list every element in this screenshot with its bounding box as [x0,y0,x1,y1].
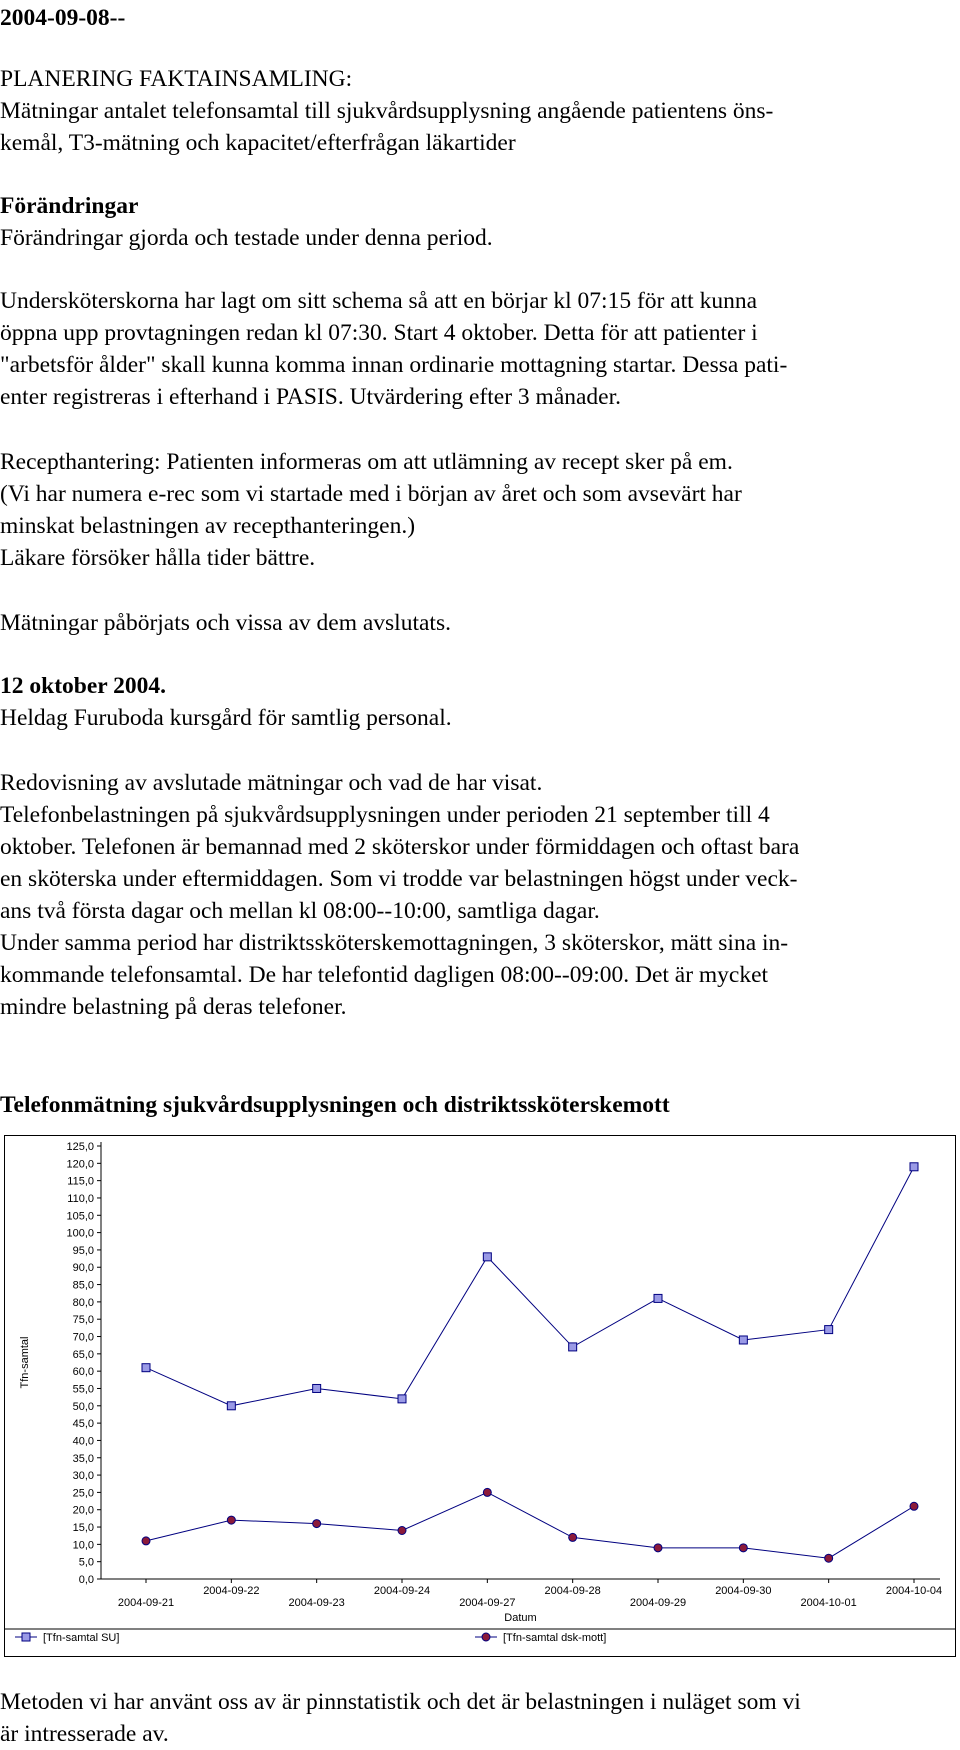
y-axis-title: Tfn-samtal [19,1336,31,1389]
planning-line: kemål, T3-mätning och kapacitet/efterfrågan läkartider [0,130,516,156]
report-line: kommande telefonsamtal. De har telefontid dagligen 08:00--09:00. Det är mycket [0,962,769,988]
data-point [569,1343,577,1351]
x-tick-label: 2004-09-30 [715,1585,772,1597]
schedule-line: Undersköterskorna har lagt om sitt schema så att en börjar kl 07:15 för att kunna [0,288,758,314]
legend-marker [22,1633,30,1641]
y-tick-label: 105,0 [66,1210,94,1223]
y-tick-label: 85,0 [72,1279,94,1292]
changes-intro: Förändringar gjorda och testade under denna period. [0,225,493,251]
y-tick-label: 5,0 [78,1556,94,1569]
prescription-line: minskat belastningen av recepthanteringen.) [0,513,416,539]
x-axis-title: Datum [504,1612,537,1624]
schedule-line: "arbetsför ålder" skall kunna komma innan ordinarie mottagning startar. Dessa pati- [0,352,788,378]
planning-line: Mätningar antalet telefonsamtal till sjukvårdsupplysning angående patientens öns- [0,98,774,124]
y-tick-label: 45,0 [72,1418,94,1431]
data-point [654,1294,662,1302]
y-tick-label: 15,0 [72,1522,94,1535]
footer-line: är intresserade av. [0,1721,169,1747]
y-tick-label: 95,0 [72,1244,94,1257]
y-tick-label: 30,0 [72,1470,94,1483]
y-tick-label: 115,0 [67,1175,94,1188]
data-point [142,1537,150,1545]
measurements-line: Mätningar påbörjats och vissa av dem avslutats. [0,610,451,636]
legend-marker [482,1633,490,1641]
prescription-line: (Vi har numera e-rec som vi startade med i början av året och som avsevärt har [0,481,742,507]
y-tick-label: 90,0 [72,1262,94,1275]
data-point [739,1336,747,1344]
data-point [910,1163,918,1171]
y-tick-label: 40,0 [72,1435,94,1448]
event-line: Heldag Furuboda kursgård för samtlig personal. [0,705,452,731]
planning-heading: PLANERING FAKTAINSAMLING: [0,66,353,92]
changes-heading: Förändringar [0,193,139,219]
x-tick-label: 2004-09-29 [629,1597,687,1609]
data-point [910,1502,918,1510]
y-tick-label: 80,0 [72,1296,94,1309]
data-point [569,1533,577,1541]
y-tick-label: 55,0 [72,1383,94,1396]
footer-line: Metoden vi har använt oss av är pinnstatistik och det är belastningen i nuläget som vi [0,1689,801,1715]
y-tick-label: 25,0 [72,1487,94,1500]
legend-label: [Tfn-samtal SU] [43,1632,120,1644]
prescription-line: Recepthantering: Patienten informeras om att utlämning av recept sker på em. [0,449,733,475]
document-date: 2004-09-08-- [0,5,126,31]
y-tick-label: 65,0 [72,1348,94,1361]
data-point [825,1554,833,1562]
y-tick-label: 75,0 [72,1314,94,1327]
data-point [142,1364,150,1372]
data-point [825,1326,833,1334]
report-line: ans två första dagar och mellan kl 08:00--10:00, samtliga dagar. [0,898,600,924]
report-line: en sköterska under eftermiddagen. Som vi trodde var belastningen högst under veck- [0,866,798,892]
data-point [398,1395,406,1403]
y-tick-label: 50,0 [72,1400,94,1413]
data-point [398,1527,406,1535]
x-tick-label: 2004-09-27 [459,1597,516,1609]
x-tick-label: 2004-09-24 [373,1585,431,1597]
series-line [146,1492,914,1558]
x-tick-label: 2004-09-28 [544,1585,601,1597]
y-tick-label: 10,0 [72,1539,94,1552]
data-point [227,1516,235,1524]
data-point [654,1544,662,1552]
y-tick-label: 110,0 [67,1192,94,1205]
x-tick-label: 2004-09-22 [203,1585,260,1597]
x-tick-label: 2004-10-01 [800,1597,857,1609]
y-tick-label: 0,0 [78,1574,94,1586]
report-line: mindre belastning på deras telefoner. [0,994,347,1020]
y-tick-label: 35,0 [72,1452,94,1465]
report-line: oktober. Telefonen är bemannad med 2 sköterskor under förmiddagen och oftast bara [0,834,800,860]
y-tick-label: 20,0 [72,1504,94,1517]
data-point [483,1253,491,1261]
y-tick-label: 100,0 [66,1227,94,1240]
y-tick-label: 70,0 [72,1331,94,1344]
data-point [227,1402,235,1410]
legend-label: [Tfn-samtal dsk-mott] [503,1632,607,1644]
series-line [146,1167,914,1406]
report-line: Under samma period har distriktssköterskemottagningen, 3 sköterskor, mätt sina in- [0,930,789,956]
data-point [483,1488,491,1496]
data-point [313,1384,321,1392]
x-tick-label: 2004-09-23 [288,1597,345,1609]
schedule-line: enter registreras i efterhand i PASIS. Utvärdering efter 3 månader. [0,384,622,410]
chart-canvas [5,1136,955,1656]
x-tick-label: 2004-10-04 [885,1585,943,1597]
event-date: 12 oktober 2004. [0,673,167,699]
data-point [739,1544,747,1552]
report-line: Telefonbelastningen på sjukvårdsupplysningen under perioden 21 september till 4 [0,802,770,828]
data-point [313,1520,321,1528]
y-tick-label: 120,0 [66,1158,94,1171]
schedule-line: öppna upp provtagningen redan kl 07:30. Start 4 oktober. Detta för att patienter i [0,320,758,346]
report-line: Redovisning av avslutade mätningar och vad de har visat. [0,770,543,796]
prescription-line: Läkare försöker hålla tider bättre. [0,545,316,571]
y-tick-label: 125,0 [66,1141,94,1153]
y-tick-label: 60,0 [72,1366,94,1379]
line-chart [4,1135,956,1657]
x-tick-label: 2004-09-21 [117,1597,175,1609]
chart-heading: Telefonmätning sjukvårdsupplysningen och distriktssköterskemott [0,1092,670,1118]
